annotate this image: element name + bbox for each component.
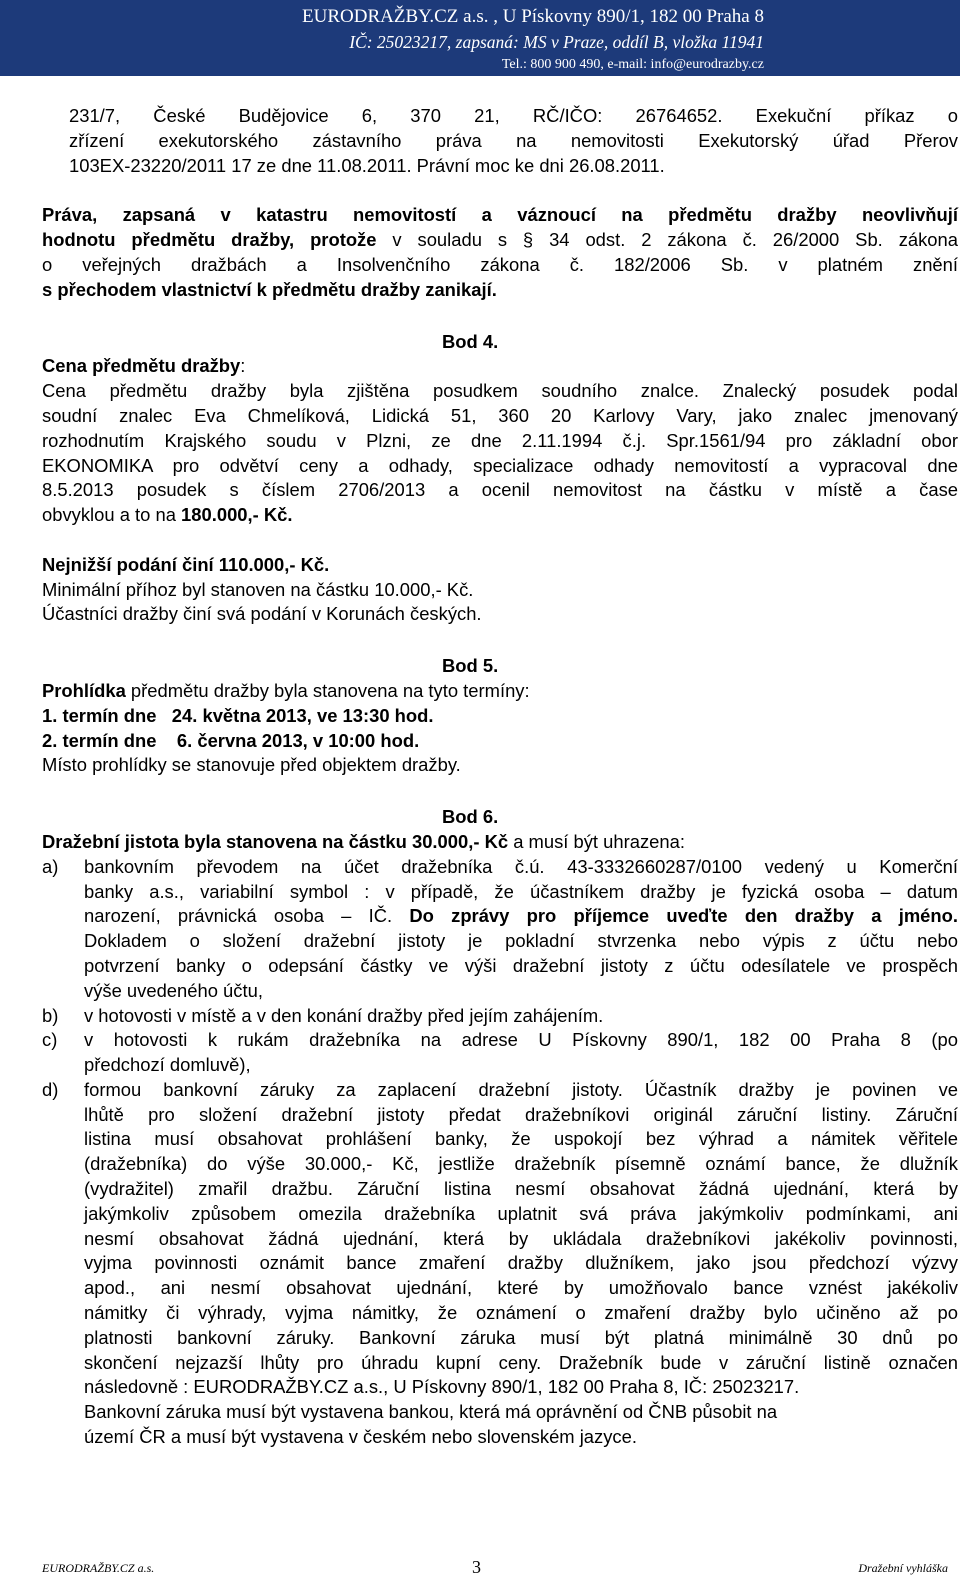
list-marker: c) xyxy=(42,1029,58,1051)
list-item-line: Dokladem o složení dražební jistoty je pokladní stvrzenka nebo výpis z účtu nebo xyxy=(84,930,958,952)
inspection-intro xyxy=(42,679,958,704)
bod4-title: Bod 4. xyxy=(442,330,499,352)
valuation-amount: 180.000,- Kč. xyxy=(181,504,293,526)
letterhead-company-line: EURODRAŽBY.CZ a.s. , U Pískovny 890/1, 182 00 Praha 8 xyxy=(302,6,764,27)
list-item-line: banky a.s., variabilní symbol : v případě, že účastníkem dražby je fyzická osoba – datum xyxy=(84,880,958,902)
list-item-line: jakýmkoliv způsobem omezila dražebníka uplatnit svá práva jakýmkoliv podmínkami, ani xyxy=(84,1202,958,1224)
list-item-line: skončení nejzazší lhůty pro úhradu kupní ceny. Dražebník bude v záruční listině označen xyxy=(84,1351,958,1373)
list-item-line: formou bankovní záruky za zaplacení dražební jistoty. Účastník dražby je povinen ve xyxy=(84,1078,958,1100)
valuation-line xyxy=(42,503,958,528)
list-item-line: bankovním převodem na účet dražebníka č.ú. 43-3332660287/0100 vedený u Komerční xyxy=(84,855,958,877)
bod4-heading xyxy=(42,354,958,379)
list-item-line: lhůtě pro složení dražební jistoty předat dražebníkovi originál záruční listiny. Záruční xyxy=(84,1103,958,1125)
rights-paragraph xyxy=(42,203,958,302)
rights-line: o veřejných dražbách a Insolvenčního zákona č. 182/2006 Sb. v platném znění xyxy=(42,253,958,275)
list-item-line: v hotovosti k rukám dražebníka na adrese U Pískovny 890/1, 182 00 Praha 8 (po xyxy=(84,1029,958,1051)
letterhead xyxy=(0,0,960,76)
list-item xyxy=(42,1078,958,1450)
list-marker: a) xyxy=(42,855,59,877)
inspection-place: Místo prohlídky se stanovuje před objektem dražby. xyxy=(42,754,461,776)
currency-note: Účastníci dražby činí svá podání v Korunách českých. xyxy=(42,603,482,625)
list-item-line: vyjma povinnosti oznámit bance zmaření dražby dlužníkem, jako jsou předchozí výzvy xyxy=(84,1252,958,1274)
inspection-text: předmětu dražby byla stanovena na tyto termíny: xyxy=(125,679,530,701)
document-body xyxy=(42,104,958,1450)
bod4-heading-text: Cena předmětu dražby xyxy=(42,355,241,377)
list-item-line: Bankovní záruka musí být vystavena bankou, která má oprávnění od ČNB působit na xyxy=(84,1401,778,1423)
valuation-paragraph xyxy=(42,379,958,528)
list-item-line: (dražebníka) do výše 30.000,- Kč, jestliže dražebník písemně oznámí bance, že dlužník xyxy=(84,1153,958,1175)
intro-line: 103EX-23220/2011 17 ze dne 11.08.2011. Právní moc ke dni 26.08.2011. xyxy=(69,154,665,176)
list-marker: d) xyxy=(42,1078,59,1100)
intro-paragraph xyxy=(42,104,958,178)
deposit-intro-text: a musí být uhrazena: xyxy=(508,830,685,852)
deposit-intro xyxy=(42,830,958,855)
list-item-line: předchozí domluvě), xyxy=(84,1054,251,1076)
list-item-line: výše uvedeného účtu, xyxy=(84,979,263,1001)
valuation-line: EKONOMIKA pro odvětví ceny a odhady, specializace odhady nemovitostí a vypracoval dne xyxy=(42,454,958,476)
list-item-line: území ČR a musí být vystavena v českém nebo slovenském jazyce. xyxy=(84,1426,637,1448)
footer-document-title: Dražební vyhláška xyxy=(858,1561,948,1575)
valuation-line: soudní znalec Eva Chmelíková, Lidická 51, 360 20 Karlovy Vary, jako znalec jmenovaný xyxy=(42,404,958,426)
list-item xyxy=(42,1028,958,1078)
list-item-line: listina musí obsahovat prohlášení banky, že uspokojí bez výhrad a námitek věřitele xyxy=(84,1128,958,1150)
minimum-bid: Nejnižší podání činí 110.000,- Kč. xyxy=(42,553,330,575)
list-item-line: následovně : EURODRAŽBY.CZ a.s., U Pískovny 890/1, 182 00 Praha 8, IČ: 25023217. xyxy=(84,1376,800,1398)
list-item-line: v hotovosti v místě a v den konání dražby před jejím zahájením. xyxy=(84,1004,604,1026)
payment-methods-list xyxy=(42,855,958,1450)
footer-company: EURODRAŽBY.CZ a.s. xyxy=(42,1561,155,1575)
minimum-increment: Minimální příhoz byl stanoven na částku 10.000,- Kč. xyxy=(42,578,474,600)
rights-line: Práva, zapsaná v katastru nemovitostí a váznoucí na předmětu dražby neovlivňují xyxy=(42,204,958,226)
list-item xyxy=(42,855,958,1004)
list-item xyxy=(42,1004,958,1029)
list-item-line: nesmí obsahovat žádná ujednání, která by ukládala dražebníkovi jakékoliv povinnosti, xyxy=(84,1227,958,1249)
valuation-text: obvyklou a to na xyxy=(42,504,182,526)
rights-normal-text: v souladu s § 34 odst. 2 zákona č. 26/2000 Sb. zákona xyxy=(392,229,958,251)
rights-line: s přechodem vlastnictví k předmětu dražby zanikají. xyxy=(42,278,497,300)
list-item-line xyxy=(84,904,958,929)
rights-line xyxy=(42,228,958,253)
letterhead-registration-line: IČ: 25023217, zapsaná: MS v Praze, oddíl B, vložka 11941 xyxy=(349,32,764,52)
intro-line: zřízení exekutorského zástavního práva na nemovitosti Exekutorský úřad Přerov xyxy=(69,129,958,151)
list-item-line: potvrzení banky o odepsání částky ve výši dražební jistoty z účtu odesílatele ve prospěch xyxy=(84,954,958,976)
inspection-label: Prohlídka xyxy=(42,679,126,701)
inspection-term-1: 1. termín dne 24. května 2013, ve 13:30 hod. xyxy=(42,704,434,726)
list-item-line: námitky či výhrady, vyjma námitky, že oznámení o zmaření dražby bylo učiněno až po xyxy=(84,1302,958,1324)
intro-line: 231/7, České Budějovice 6, 370 21, RČ/IČO: 26764652. Exekuční příkaz o xyxy=(69,105,958,126)
valuation-line: 8.5.2013 posudek s číslem 2706/2013 a ocenil nemovitost na částku v místě a čase xyxy=(42,479,958,501)
deposit-amount-text: Dražební jistota byla stanovena na částku 30.000,- Kč xyxy=(42,830,509,852)
bod4-heading-colon: : xyxy=(240,355,246,377)
page-number: 3 xyxy=(472,1557,481,1577)
inspection-term-2: 2. termín dne 6. června 2013, v 10:00 hod. xyxy=(42,729,420,751)
bod5-title: Bod 5. xyxy=(442,655,499,677)
list-item-line: platnosti bankovní záruky. Bankovní záruka musí být platná minimálně 30 dnů po xyxy=(84,1326,958,1348)
valuation-line: rozhodnutím Krajského soudu v Plzni, ze dne 2.11.1994 č.j. Spr.1561/94 pro základní obor xyxy=(42,429,958,451)
list-item-line: (vydražitel) zmařil dražbu. Záruční listina nesmí obsahovat žádná ujednání, která by xyxy=(84,1178,958,1200)
page-footer xyxy=(0,1557,960,1581)
letterhead-contact-line: Tel.: 800 900 490, e-mail: info@eurodrazby.cz xyxy=(501,57,764,72)
valuation-line: Cena předmětu dražby byla zjištěna posudkem soudního znalce. Znalecký posudek podal xyxy=(42,380,958,402)
list-item-line: apod., ani nesmí obsahovat ujednání, které by umožňovalo bance vznést jakékoliv xyxy=(84,1277,958,1299)
rights-bold-text: hodnotu předmětu dražby, protože xyxy=(42,229,393,251)
list-marker: b) xyxy=(42,1004,59,1026)
bod6-title: Bod 6. xyxy=(442,806,499,828)
payment-reference-note: Do zprávy pro příjemce uveďte den dražby a jméno. xyxy=(409,905,958,927)
list-item-text: narození, právnická osoba – IČ. xyxy=(84,905,410,927)
